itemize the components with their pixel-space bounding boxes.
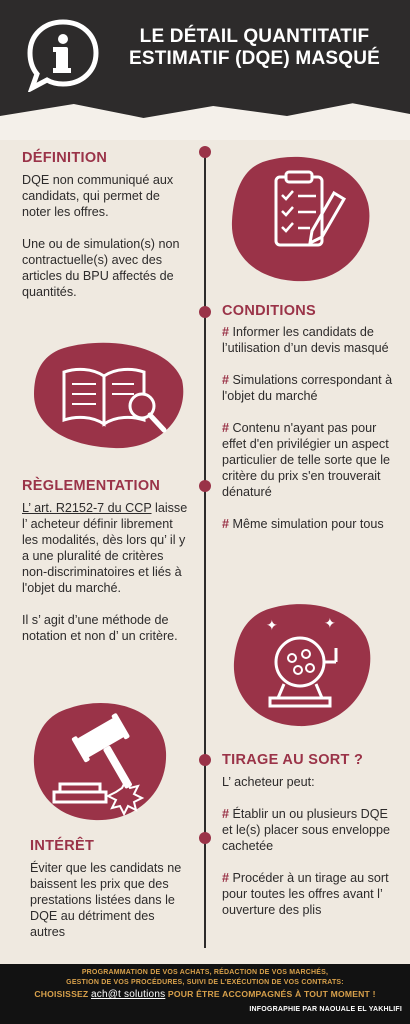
tirage-item: # Procéder à un tirage au sort pour toutes les offres avant l’ ouverture des plis: [222, 871, 389, 917]
reglementation-heading: RÈGLEMENTATION: [22, 478, 161, 494]
interet-text: [30, 860, 190, 956]
tirage-heading: TIRAGE AU SORT ?: [222, 752, 364, 768]
conditions-item: # Simulations correspondant à l'objet du marché: [222, 373, 393, 403]
footer-cta: [4, 989, 406, 1000]
footer-line-1: PROGRAMMATION DE VOS ACHATS, RÉDACTION DE VOS MARCHÉS,: [81, 969, 329, 976]
conditions-item: # Contenu n'ayant pas pour effet d'en privilégier un aspect particulier de telle sorte que le critère du prix s'en trouverait dénaturé: [222, 421, 391, 499]
hash-marker: #: [222, 373, 230, 387]
tirage-intro: L’ acheteur peut:: [222, 775, 315, 789]
timeline-dot-interet: [199, 832, 211, 844]
interet-paragraph-1: Éviter que les candidats ne baissent les prix que des prestations listées dans le DQE au détriment des autres: [30, 861, 182, 939]
conditions-list: [222, 324, 400, 548]
definition-paragraph-2: Une ou de simulation(s) non contractuelle(s) avec des articles du BPU affectés de quantités.: [22, 237, 180, 299]
title-line-1: LE DÉTAIL QUANTITATIF: [139, 26, 370, 47]
footer-services: [10, 968, 400, 987]
brand-link[interactable]: ach@t solutions: [90, 989, 166, 1000]
definition-heading: DÉFINITION: [22, 150, 108, 166]
footer-credit: INFOGRAPHIE PAR NAOUALE EL YAKHLIFI: [249, 1006, 402, 1013]
reglementation-paragraph-2: Il s’ agit d’une méthode de notation et non d’ un critère.: [22, 613, 178, 643]
conditions-item: # Informer les candidats de l’utilisation d’un devis masqué: [222, 325, 389, 355]
hash-marker: #: [222, 517, 230, 531]
gavel-icon: [30, 700, 170, 824]
footer-cta-after: POUR ÊTRE ACCOMPAGNÉS À TOUT MOMENT !: [167, 989, 376, 999]
hash-marker: #: [222, 325, 230, 339]
conditions-item: # Même simulation pour tous: [222, 517, 384, 531]
tirage-text: [222, 774, 400, 934]
timeline-dot-tirage: [199, 754, 211, 766]
timeline-dot-conditions: [199, 306, 211, 318]
timeline-dot-reglementation: [199, 480, 211, 492]
footer-line-2: GESTION DE VOS PROCÉDURES, SUIVI DE L'EXÉCUTION DE VOS CONTRATS:: [66, 978, 344, 986]
hash-marker: #: [222, 807, 230, 821]
hash-marker: #: [222, 871, 230, 885]
ccp-article-link[interactable]: L’ art. R2152-7 du CCP: [22, 501, 152, 515]
interet-heading: INTÉRÊT: [30, 838, 95, 854]
definition-paragraph-1: DQE non communiqué aux candidats, qui permet de noter les offres.: [22, 173, 174, 219]
svg-text:✦: ✦: [266, 618, 278, 634]
info-icon: [26, 18, 100, 92]
reglementation-paragraph-1: L’ art. R2152-7 du CCP laisse l’ acheteur définir librement les modalités, dès lors qu’ il y a une pluralité de critères non-discriminatoires et liés à l'objet du marché.: [22, 501, 188, 595]
lottery-drum-icon: [228, 600, 374, 732]
timeline-dot-definition: [199, 146, 211, 158]
page-title: [112, 26, 397, 70]
tirage-item: # Établir un ou plusieurs DQE et le(s) placer sous enveloppe cachetée: [222, 807, 391, 853]
footer-cta-before: CHOISISSEZ: [34, 989, 89, 999]
conditions-heading: CONDITIONS: [222, 303, 317, 319]
reglementation-text: [22, 500, 190, 660]
definition-text: [22, 172, 190, 316]
hash-marker: #: [222, 421, 230, 435]
svg-text:✦: ✦: [324, 616, 336, 632]
timeline-line: [204, 148, 206, 948]
open-book-magnifier-icon: [30, 340, 186, 452]
title-line-2: ESTIMATIF (DQE) MASQUÉ: [128, 48, 381, 69]
clipboard-checklist-icon: [226, 155, 372, 285]
